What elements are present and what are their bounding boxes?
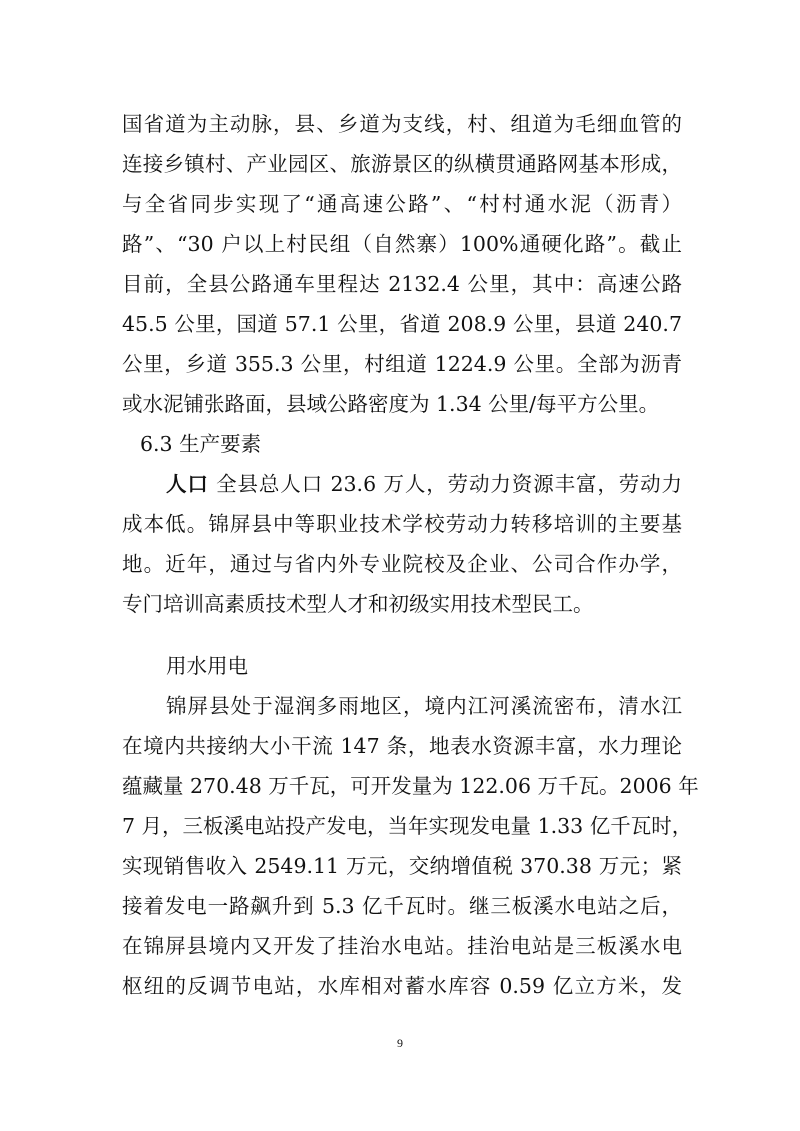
text-line (122, 464, 682, 504)
text-line: 枢纽的反调节电站，水库相对蓄水库容 0.59 亿立方米，发 (122, 974, 682, 998)
text-line: 地。近年，通过与省内外专业院校及企业、公司合作办学， (122, 552, 682, 576)
text-line: 45.5 公里，国道 57.1 公里，省道 208.9 公里，县道 240.7 (122, 312, 682, 336)
text-line: 公里，乡道 355.3 公里，村组道 1224.9 公里。全部为沥青 (122, 352, 682, 376)
paragraph-water-power (122, 686, 699, 1006)
text-line: 与全省同步实现了“通高速公路”、“村村通水泥（沥青） (122, 192, 682, 216)
spacer (122, 624, 682, 646)
text-line: 蕴藏量 270.48 万千瓦，可开发量为 122.06 万千瓦。2006 年 (122, 774, 699, 798)
text-line: 路”、“30 户以上村民组（自然寨）100%通硬化路”。截止 (122, 232, 682, 256)
text-line: 7 月，三板溪电站投产发电，当年实现发电量 1.33 亿千瓦时， (122, 814, 693, 838)
section-heading: 6.3 生产要素 (140, 432, 262, 456)
paragraph-lead-label: 人口 (166, 472, 209, 496)
text-line: 在境内共接纳大小干流 147 条，地表水资源丰富，水力理论 (122, 734, 682, 758)
subsection-heading: 用水用电 (166, 654, 248, 678)
text-line: 接着发电一路飙升到 5.3 亿千瓦时。继三板溪水电站之后， (122, 894, 682, 918)
page-number: 9 (397, 1036, 403, 1050)
text-line: 在锦屏县境内又开发了挂治水电站。挂治电站是三板溪水电 (122, 934, 682, 958)
text-line: 成本低。锦屏县中等职业技术学校劳动力转移培训的主要基 (122, 512, 682, 536)
text-line: 锦屏县处于湿润多雨地区，境内江河溪流密布，清水江 (166, 694, 682, 718)
text-line: 连接乡镇村、产业园区、旅游景区的纵横贯通路网基本形成， (122, 152, 682, 176)
text-line: 目前，全县公路通车里程达 2132.4 公里，其中：高速公路 (122, 272, 682, 296)
text-line: 实现销售收入 2549.11 万元，交纳增值税 370.38 万元；紧 (122, 854, 682, 878)
text-run: 全县总人口 23.6 万人，劳动力资源丰富，劳动力 (208, 472, 682, 496)
page-body (122, 104, 699, 1006)
paragraph-population (122, 464, 682, 624)
text-line: 专门培训高素质技术型人才和初级实用技术型民工。 (122, 592, 594, 616)
paragraph-roads (122, 104, 682, 424)
text-line: 国省道为主动脉，县、乡道为支线，村、组道为毛细血管的 (122, 112, 682, 136)
text-line: 或水泥铺张路面，县域公路密度为 1.34 公里/每平方公里。 (122, 392, 660, 416)
